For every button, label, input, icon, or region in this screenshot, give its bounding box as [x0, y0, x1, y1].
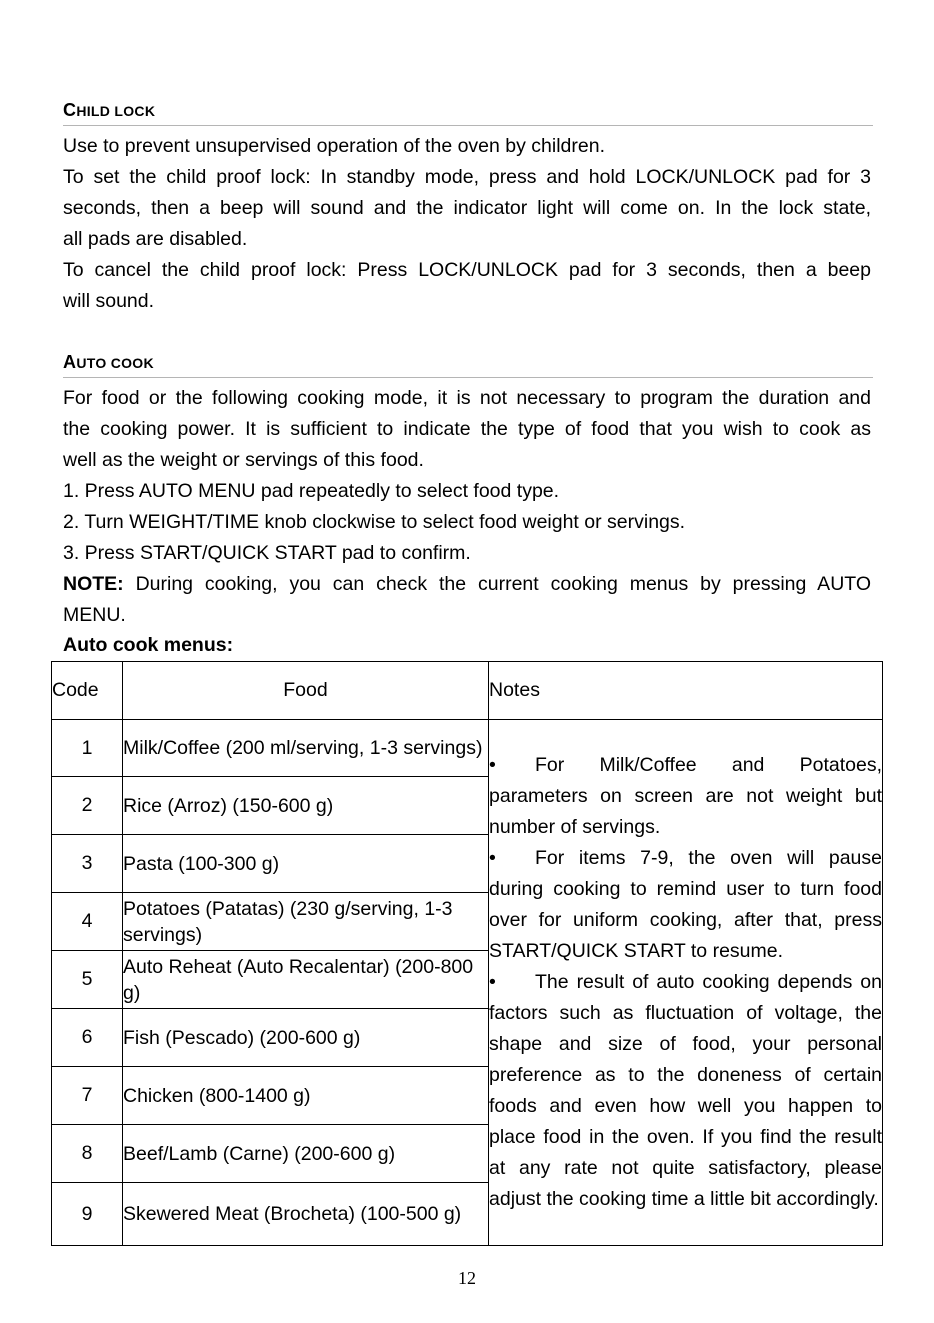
auto-cook-menu-table — [51, 661, 883, 1246]
note-item — [489, 967, 882, 1215]
row-code: 5 — [52, 951, 123, 1009]
row-food: Skewered Meat (Brocheta) (100-500 g) — [123, 1183, 489, 1246]
child-lock-text — [63, 131, 871, 317]
row-food: Auto Reheat (Auto Recalentar) (200-800 g) — [123, 951, 489, 1009]
row-code: 7 — [52, 1067, 123, 1125]
child-lock-line: To set the child proof lock: In standby mode, press and hold LOCK/UNLOCK pad for 3 — [63, 166, 871, 188]
header-code: Code — [52, 662, 123, 720]
note-text: For items 7-9, the oven will pause during cooking to remind user to turn food over for uniform cooking, after that, press START/QUICK START to resume. — [489, 847, 882, 962]
row-food: Potatoes (Patatas) (230 g/serving, 1-3 servings) — [123, 893, 489, 951]
auto-cook-intro-line: For food or the following cooking mode, it is not necessary to program the duration and — [63, 387, 871, 409]
header-food: Food — [123, 662, 489, 720]
row-code: 8 — [52, 1125, 123, 1183]
row-code: 4 — [52, 893, 123, 951]
row-code: 9 — [52, 1183, 123, 1246]
bullet: • — [489, 754, 496, 776]
auto-cook-text — [63, 383, 871, 659]
row-food: Milk/Coffee (200 ml/serving, 1-3 servings) — [123, 720, 489, 777]
note-text: During cooking, you can check the current cooking menus by pressing AUTO — [123, 573, 871, 595]
page-number: 12 — [458, 1268, 476, 1288]
auto-cook-step: 3. Press START/QUICK START pad to confirm. — [63, 542, 471, 564]
child-lock-line: Use to prevent unsupervised operation of the oven by children. — [63, 135, 606, 157]
row-code: 6 — [52, 1009, 123, 1067]
auto-cook-intro-line: well as the weight or servings of this food. — [63, 449, 424, 471]
notes-cell — [489, 720, 883, 1246]
heading-rest: HILD LOCK — [76, 103, 156, 119]
note-item — [489, 843, 882, 967]
auto-cook-step: 1. Press AUTO MENU pad repeatedly to select food type. — [63, 480, 560, 502]
auto-cook-menus-label: Auto cook menus: — [63, 634, 234, 656]
note-label: NOTE: — [63, 573, 124, 595]
note-line — [63, 569, 871, 600]
table-header-row — [52, 662, 883, 720]
row-food: Beef/Lamb (Carne) (200-600 g) — [123, 1125, 489, 1183]
child-lock-line: seconds, then a beep will sound and the indicator light will come on. In the lock state, — [63, 197, 871, 219]
note-item — [489, 750, 882, 843]
row-food: Pasta (100-300 g) — [123, 835, 489, 893]
bullet: • — [489, 847, 496, 869]
heading-rest: UTO COOK — [76, 355, 154, 371]
note-text: The result of auto cooking depends on factors such as fluctuation of voltage, the shape and size of food, your personal preference as to the doneness of certain foods and even how well you happen to place food in the oven. If you find the result at any rate not quite satisfactory, please adjust the cooking time a little bit accordingly. — [489, 971, 882, 1210]
row-food: Rice (Arroz) (150-600 g) — [123, 777, 489, 835]
heading-initial: C — [63, 100, 77, 120]
heading-initial: A — [63, 352, 77, 372]
note-line-2: MENU. — [63, 604, 126, 626]
row-food: Chicken (800-1400 g) — [123, 1067, 489, 1125]
auto-cook-step: 2. Turn WEIGHT/TIME knob clockwise to select food weight or servings. — [63, 511, 686, 533]
row-code: 1 — [52, 720, 123, 777]
header-notes: Notes — [489, 662, 883, 720]
child-lock-line: all pads are disabled. — [63, 228, 248, 250]
child-lock-line: will sound. — [63, 290, 155, 312]
row-food: Fish (Pescado) (200-600 g) — [123, 1009, 489, 1067]
auto-cook-intro-line: the cooking power. It is sufficient to indicate the type of food that you wish to cook as — [63, 418, 871, 440]
table-row — [52, 720, 883, 777]
row-code: 3 — [52, 835, 123, 893]
child-lock-line: To cancel the child proof lock: Press LOCK/UNLOCK pad for 3 seconds, then a beep — [63, 259, 871, 281]
bullet: • — [489, 971, 496, 993]
auto-cook-heading — [63, 352, 873, 378]
row-code: 2 — [52, 777, 123, 835]
child-lock-heading — [63, 100, 873, 126]
note-text: For Milk/Coffee and Potatoes, parameters on screen are not weight but number of servings. — [489, 754, 882, 838]
